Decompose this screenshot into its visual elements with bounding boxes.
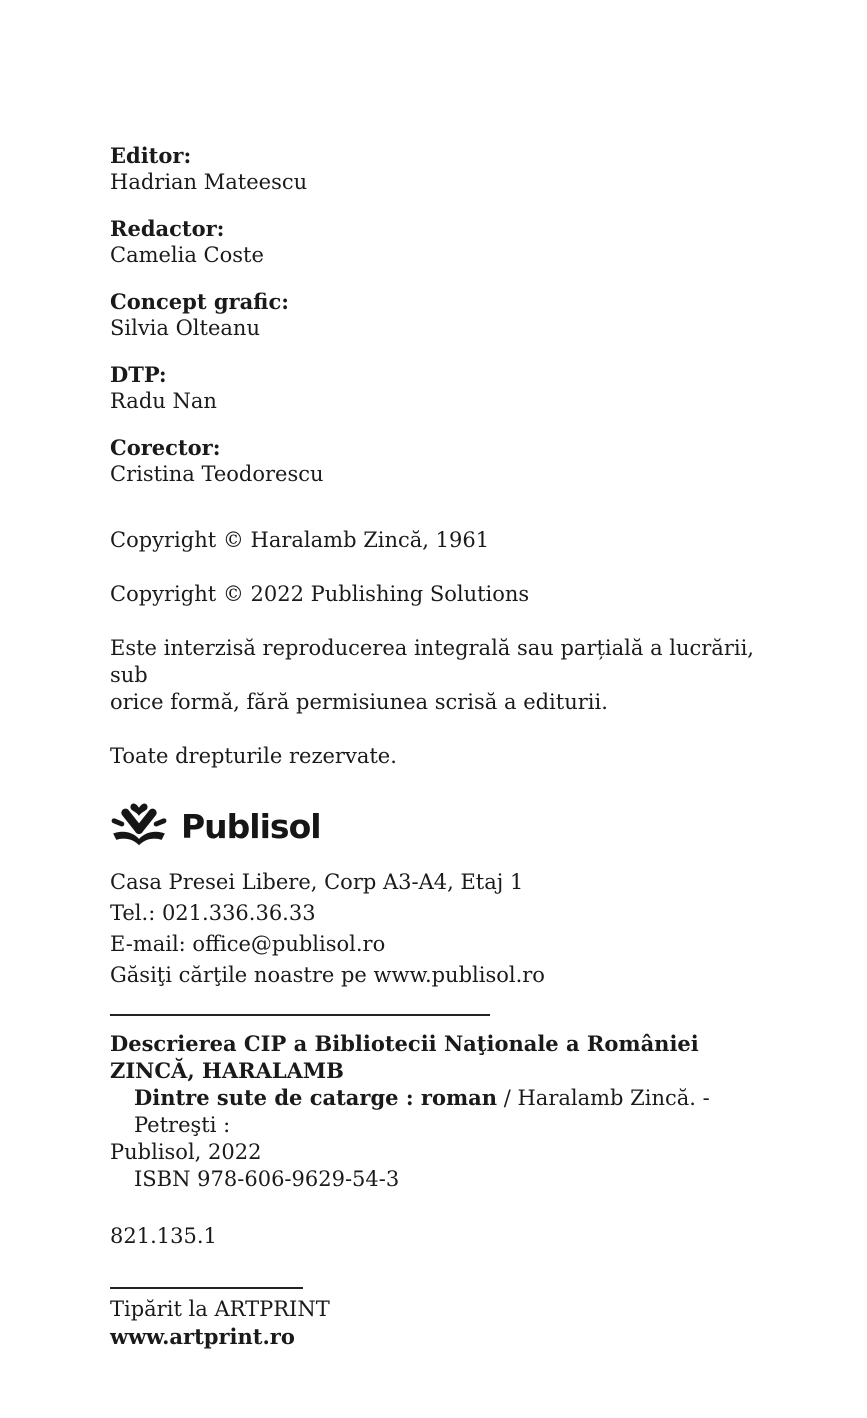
copyright-publisher-line: Copyright © 2022 Publishing Solutions xyxy=(110,582,530,606)
credit-block-editor xyxy=(110,143,777,195)
publisher-address: Casa Presei Libere, Corp A3-A4, Etaj 1 xyxy=(110,870,524,894)
printer-website: www.artprint.ro xyxy=(110,1324,295,1349)
cip-title-rest: / Haralamb Zincă. - Petreşti : xyxy=(134,1086,710,1137)
credit-name: Camelia Coste xyxy=(110,243,264,267)
publisher-email: E-mail: office@publisol.ro xyxy=(110,932,386,956)
copyright-notice-line1: Este interzisă reproducerea integrală sau parțială a lucrării, sub xyxy=(110,636,754,687)
cip-isbn: ISBN 978-606-9629-54-3 xyxy=(134,1167,400,1191)
credit-block-redactor xyxy=(110,216,777,268)
publisol-logo xyxy=(110,797,777,851)
cip-book-title: Dintre sute de catarge : roman xyxy=(134,1085,498,1110)
credit-label: Editor: xyxy=(110,143,192,168)
credit-label: Corector: xyxy=(110,435,221,460)
publisher-website-line: Găsiţi cărţile noastre pe www.publisol.ro xyxy=(110,963,545,987)
copyright-notice xyxy=(110,635,777,716)
publisher-phone: Tel.: 021.336.36.33 xyxy=(110,901,316,925)
cip-udc-number: 821.135.1 xyxy=(110,1224,217,1248)
divider-above-printer xyxy=(110,1287,303,1289)
printer-line: Tipărit la ARTPRINT xyxy=(110,1297,330,1321)
credits-section xyxy=(110,143,777,487)
credit-name: Cristina Teodorescu xyxy=(110,462,324,486)
credit-label: Concept grafic: xyxy=(110,289,289,314)
credit-name: Hadrian Mateescu xyxy=(110,170,308,194)
credit-block-corector xyxy=(110,435,777,487)
divider-above-cip xyxy=(110,1014,490,1016)
credit-label: Redactor: xyxy=(110,216,225,241)
publisol-open-book-heart-icon xyxy=(110,798,168,850)
printer-section xyxy=(110,1295,777,1351)
credit-name: Radu Nan xyxy=(110,389,217,413)
cip-header: Descrierea CIP a Bibliotecii Naţionale a României xyxy=(110,1031,699,1056)
copyright-section xyxy=(110,527,777,770)
cip-description-section xyxy=(110,1030,777,1250)
rights-reserved-line: Toate drepturile rezervate. xyxy=(110,744,397,768)
credit-label: DTP: xyxy=(110,362,167,387)
cip-title-line xyxy=(110,1084,777,1139)
cip-publisher-line: Publisol, 2022 xyxy=(110,1140,262,1164)
copyright-notice-line2: orice formă, fără permisiunea scrisă a editurii. xyxy=(110,690,608,714)
credit-block-dtp xyxy=(110,362,777,414)
publisher-contact-section xyxy=(110,867,777,991)
cip-author: ZINCĂ, HARALAMB xyxy=(110,1058,344,1083)
credit-name: Silvia Olteanu xyxy=(110,316,260,340)
credit-block-concept-grafic xyxy=(110,289,777,341)
copyright-author-line: Copyright © Haralamb Zincă, 1961 xyxy=(110,528,490,552)
publisol-logo-wordmark: Publisol xyxy=(181,806,321,846)
